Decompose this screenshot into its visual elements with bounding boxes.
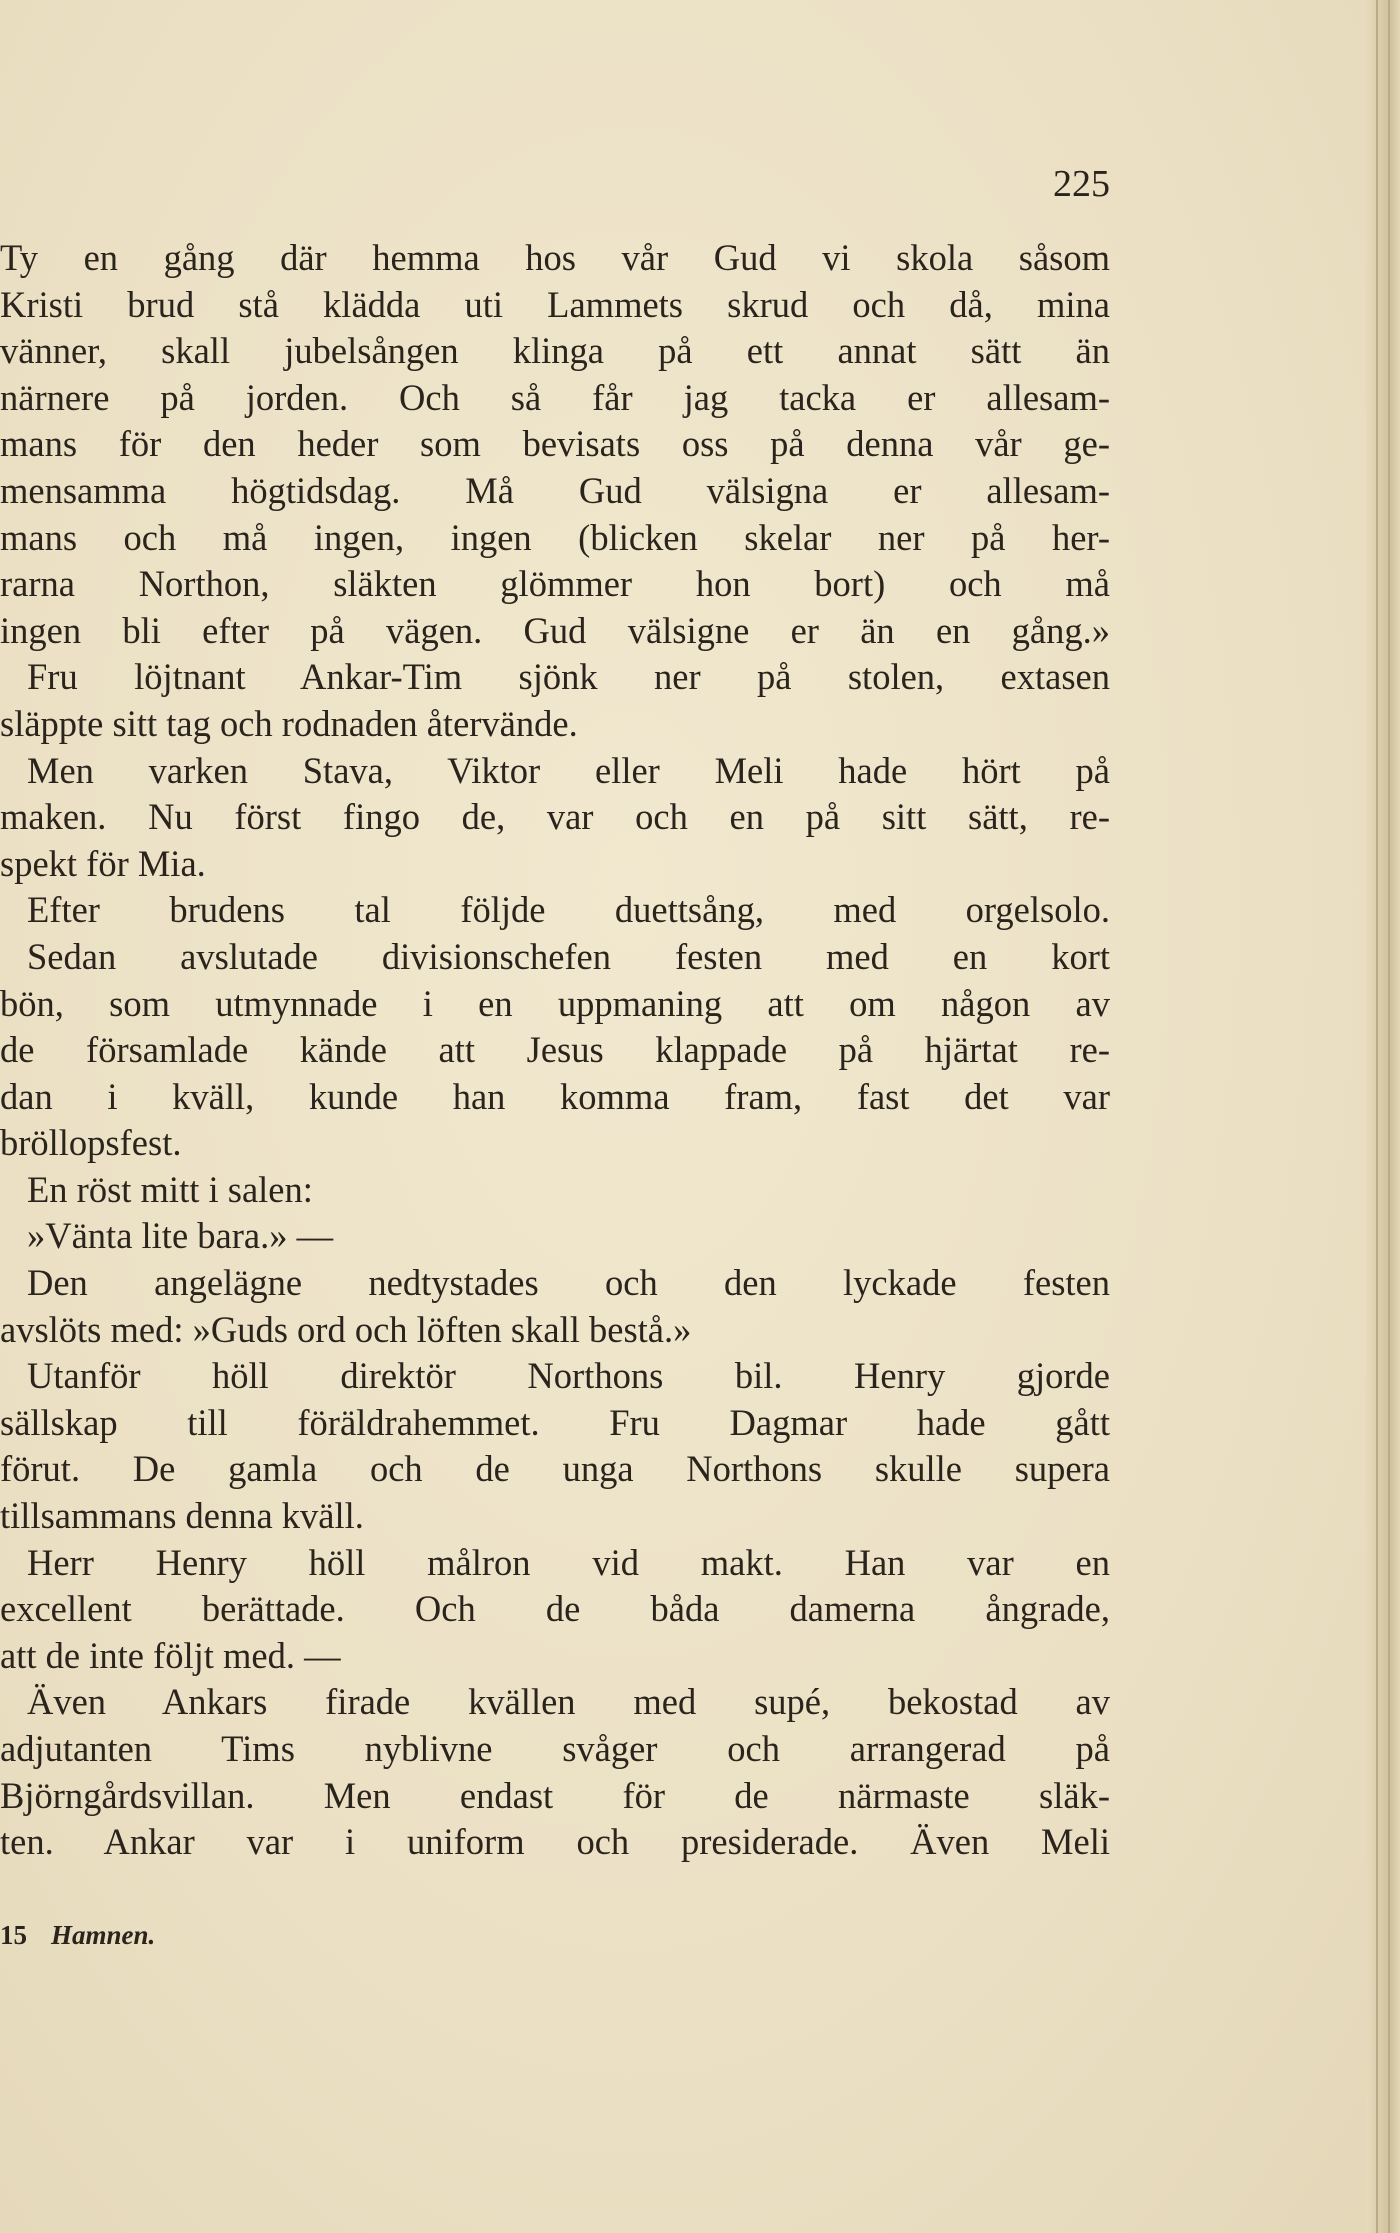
text-line: En röst mitt i salen: — [27, 1168, 313, 1210]
text-line: mensamma högtidsdag. Må Gud välsigna er allesam- — [0, 469, 1110, 511]
text-line: adjutanten Tims nyblivne svåger och arrangerad på — [0, 1728, 1110, 1769]
text-line: ten. Ankar var i uniform och presiderade. Även Meli — [0, 1821, 1110, 1863]
text-line: Den angelägne nedtystades och den lyckade festen — [27, 1262, 1110, 1304]
text-line: Men varken Stava, Viktor eller Meli hade hört på — [27, 749, 1110, 791]
text-line: ingen bli efter på vägen. Gud välsigne er än en gång.» — [0, 609, 1110, 651]
text-line: »Vänta lite bara.» — — [27, 1215, 334, 1257]
page-number: 225 — [1053, 163, 1110, 205]
text-line: vänner, skall jubelsången klinga på ett annat sätt än — [0, 330, 1110, 372]
text-line: Fru löjtnant Ankar-Tim sjönk ner på stolen, extasen — [27, 656, 1110, 698]
text-line: mans och må ingen, ingen (blicken skelar ner på her- — [0, 516, 1110, 558]
signature-footer — [0, 1920, 155, 1951]
text-line: att de inte följt med. — — [0, 1634, 341, 1676]
text-line: rarna Northon, släkten glömmer hon bort) och må — [0, 563, 1110, 605]
page-gutter — [1366, 0, 1400, 2233]
text-line: tillsammans denna kväll. — [0, 1495, 364, 1537]
text-line: Björngårdsvillan. Men endast för de närmaste släk- — [0, 1774, 1110, 1816]
text-line: dan i kväll, kunde han komma fram, fast det var — [0, 1075, 1110, 1117]
text-line: Sedan avslutade divisionschefen festen med en kort — [27, 935, 1110, 977]
text-line: närnere på jorden. Och så får jag tacka er allesam- — [0, 376, 1110, 418]
text-line: de församlade kände att Jesus klappade på hjärtat re- — [0, 1029, 1110, 1071]
text-line: Även Ankars firade kvällen med supé, bekostad av — [27, 1681, 1110, 1723]
text-line: Kristi brud stå klädda uti Lammets skrud och då, mina — [0, 283, 1110, 325]
signature-number: 15 — [0, 1920, 27, 1950]
text-line: spekt för Mia. — [0, 842, 206, 884]
text-line: Ty en gång där hemma hos vår Gud vi skola såsom — [0, 237, 1110, 278]
text-line: bröllopsfest. — [0, 1122, 182, 1164]
signature-title: Hamnen. — [51, 1920, 156, 1950]
text-line: Herr Henry höll målron vid makt. Han var en — [27, 1541, 1110, 1583]
text-line: Utanför höll direktör Northons bil. Henry gjorde — [27, 1355, 1110, 1397]
body-text — [0, 235, 1110, 1866]
text-line: mans för den heder som bevisats oss på denna vår ge- — [0, 423, 1110, 465]
text-line: excellent berättade. Och de båda damerna ångrade, — [0, 1588, 1110, 1630]
gutter-line — [1388, 0, 1390, 2233]
text-line: maken. Nu först fingo de, var och en på sitt sätt, re- — [0, 796, 1110, 838]
text-line: bön, som utmynnade i en uppmaning att om någon av — [0, 982, 1110, 1024]
text-line: avslöts med: »Guds ord och löften skall bestå.» — [0, 1308, 692, 1350]
gutter-line — [1376, 0, 1378, 2233]
text-line: sällskap till föräldrahemmet. Fru Dagmar hade gått — [0, 1401, 1110, 1443]
text-line: förut. De gamla och de unga Northons skulle supera — [0, 1448, 1110, 1490]
text-line: Efter brudens tal följde duettsång, med orgelsolo. — [27, 889, 1110, 931]
text-line: släppte sitt tag och rodnaden återvände. — [0, 702, 578, 744]
